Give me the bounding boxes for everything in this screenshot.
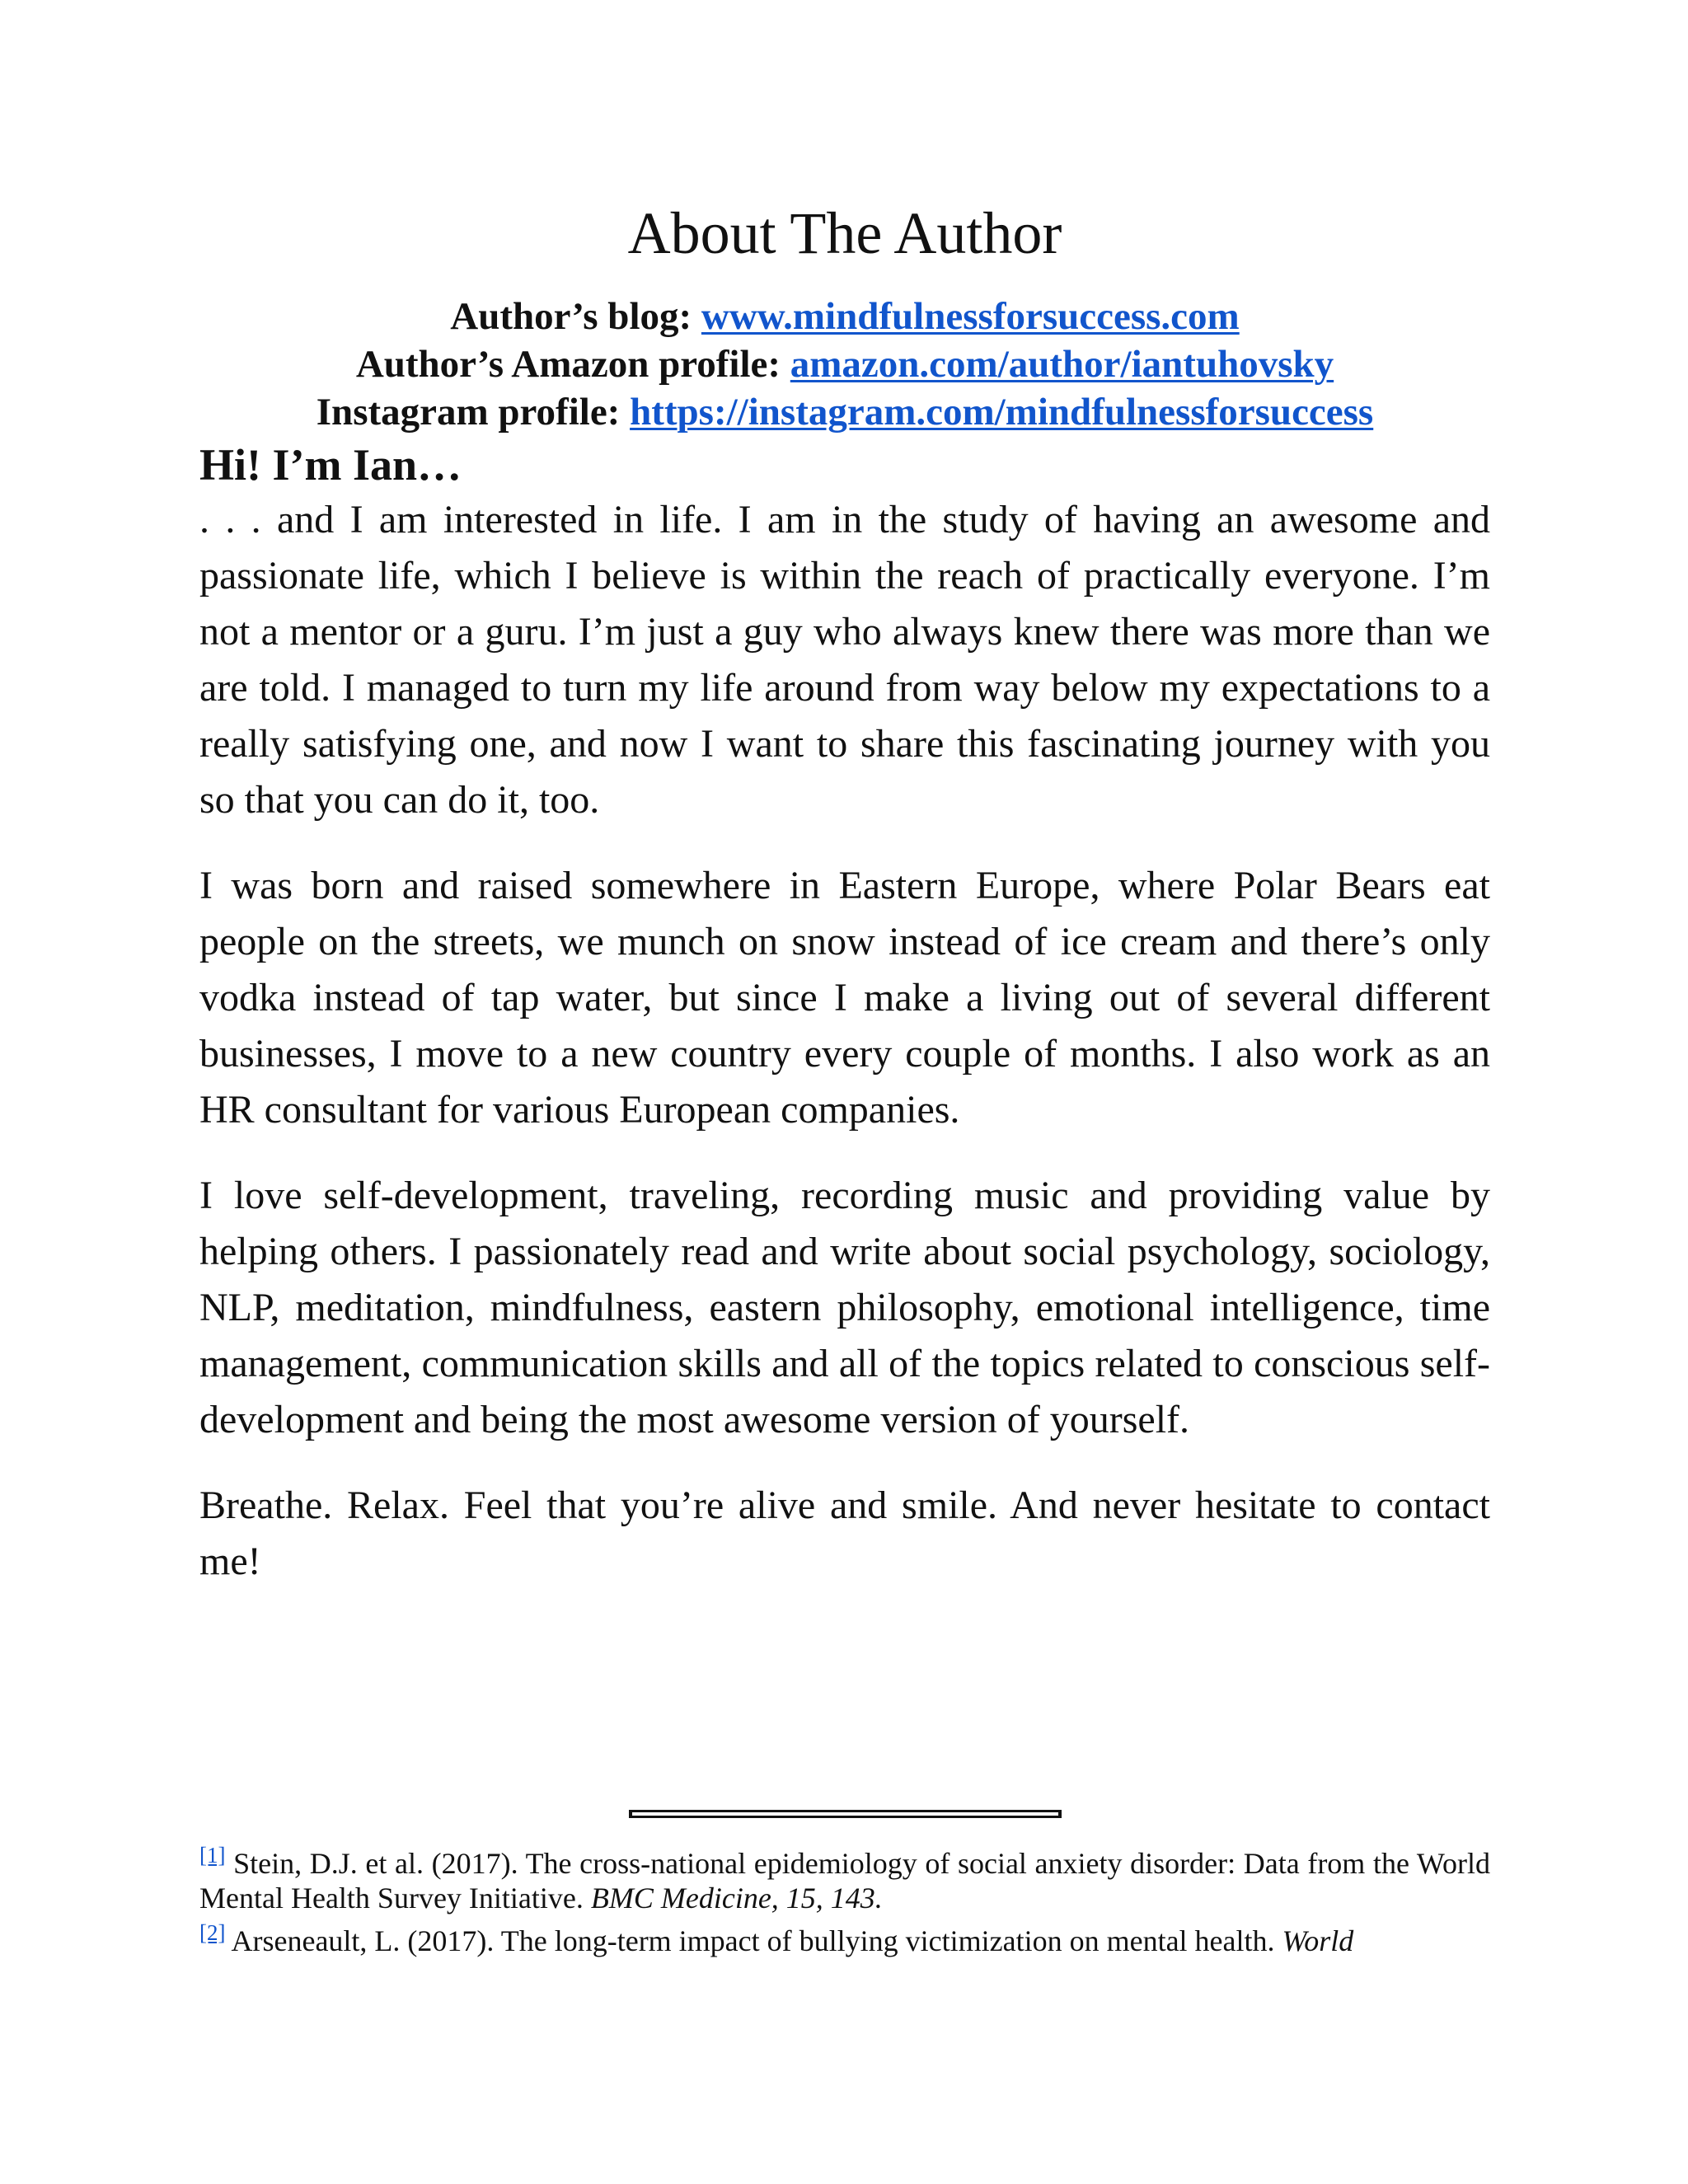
footnote-2-journal: World: [1282, 1924, 1354, 1957]
instagram-link[interactable]: https://instagram.com/mindfulnessforsuccess: [630, 391, 1374, 434]
footnotes: [199, 1843, 1490, 1966]
footnote-1-mark[interactable]: [1]: [199, 1843, 226, 1868]
author-links: [199, 293, 1490, 436]
intro-heading: Hi! I’m Ian…: [199, 440, 462, 490]
blog-label: Author’s blog:: [450, 295, 692, 338]
footnote-1: [199, 1843, 1490, 1915]
footnote-1-text: Stein, D.J. et al. (2017). The cross-national epidemiology of social anxiety disorder: Data from the World Mental Health Survey Initiative.: [199, 1847, 1490, 1915]
amazon-link[interactable]: amazon.com/author/iantuhovsky: [790, 343, 1334, 386]
amazon-label: Author’s Amazon profile:: [355, 343, 781, 386]
footnote-separator: [629, 1810, 1062, 1818]
body-text: [199, 492, 1490, 1590]
blog-link[interactable]: www.mindfulnessforsuccess.com: [701, 295, 1240, 338]
footnote-2-text: Arseneault, L. (2017). The long-term impact of bullying victimization on mental health.: [225, 1924, 1282, 1957]
amazon-link-line: [199, 340, 1490, 388]
page-title: About The Author: [627, 200, 1062, 266]
paragraph-1: . . . and I am interested in life. I am in the study of having an awesome and passionate life, which I believe is within the reach of practically everyone. I’m not a mentor or a guru. I’m just a guy who always knew there was more than we are told. I managed to turn my life around from way below my expectations to a really satisfying one, and now I want to share this fascinating journey with you so that you can do it, too.: [199, 498, 1490, 822]
instagram-label: Instagram profile:: [316, 391, 621, 434]
main-content: [199, 194, 1490, 1619]
paragraph-3: I love self-development, traveling, recording music and providing value by helping others. I passionately read and write about social psychology, sociology, NLP, meditation, mindfulness, eastern philosophy, emotional intelligence, time management, communication skills and all of the topics related to conscious self-development and being the most awesome version of yourself.: [199, 1174, 1490, 1441]
footnote-1-journal: BMC Medicine, 15, 143.: [590, 1882, 883, 1915]
instagram-link-line: [199, 388, 1490, 436]
paragraph-4: Breathe. Relax. Feel that you’re alive and smile. And never hesitate to contact me!: [199, 1483, 1490, 1583]
footnote-2: [199, 1920, 1490, 1958]
blog-link-line: [199, 293, 1490, 340]
paragraph-2: I was born and raised somewhere in Eastern Europe, where Polar Bears eat people on the streets, we munch on snow instead of ice cream and there’s only vodka instead of tap water, but since I make a living out of several different businesses, I move to a new country every couple of months. I also work as an HR consultant for various European companies.: [199, 864, 1490, 1132]
footnote-2-mark[interactable]: [2]: [199, 1920, 226, 1945]
